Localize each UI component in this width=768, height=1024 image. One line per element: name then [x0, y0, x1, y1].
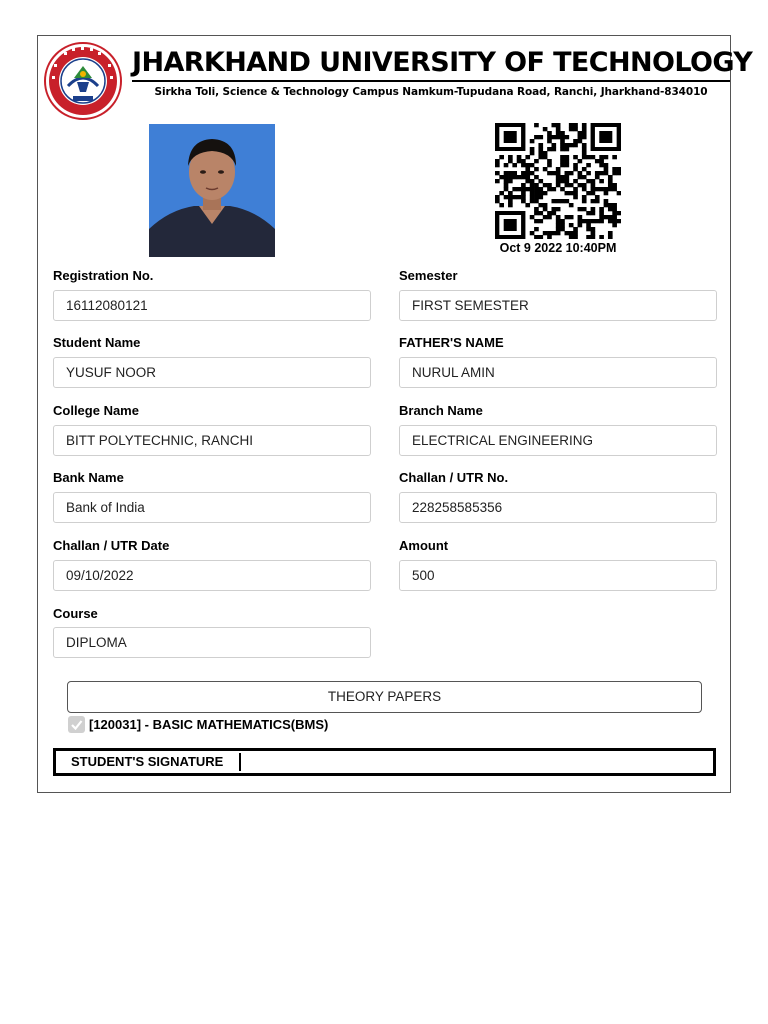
qr-code — [495, 123, 621, 239]
paper-label: [120031] - BASIC MATHEMATICS(BMS) — [89, 717, 329, 732]
challan-no-label: Challan / UTR No. — [399, 470, 509, 485]
college-name-label: College Name — [53, 403, 139, 418]
student-name-field: YUSUF NOOR — [53, 357, 371, 388]
student-photo — [149, 124, 275, 257]
paper-checkbox[interactable] — [68, 716, 85, 733]
bank-name-field: Bank of India — [53, 492, 371, 523]
amount-label: Amount — [399, 538, 449, 553]
college-name-field: BITT POLYTECHNIC, RANCHI — [53, 425, 371, 456]
challan-date-label: Challan / UTR Date — [53, 538, 170, 553]
course-label: Course — [53, 606, 98, 621]
registration-no-label: Registration No. — [53, 268, 154, 283]
semester-field: FIRST SEMESTER — [399, 290, 717, 321]
course-field: DIPLOMA — [53, 627, 371, 658]
branch-name-field: ELECTRICAL ENGINEERING — [399, 425, 717, 456]
challan-date-field: 09/10/2022 — [53, 560, 371, 591]
signature-box — [53, 748, 716, 776]
university-seal-icon — [44, 42, 122, 120]
challan-no-field: 228258585356 — [399, 492, 717, 523]
university-title: JHARKHAND UNIVERSITY OF TECHNOLOGY — [132, 46, 730, 82]
semester-label: Semester — [399, 268, 458, 283]
amount-field: 500 — [399, 560, 717, 591]
fathers-name-field: NURUL AMIN — [399, 357, 717, 388]
student-name-label: Student Name — [53, 335, 141, 350]
registration-no-field: 16112080121 — [53, 290, 371, 321]
university-address: Sirkha Toli, Science & Technology Campus Namkum-Tupudana Road, Ranchi, Jharkhand-834010 — [154, 86, 708, 98]
branch-name-label: Branch Name — [399, 403, 483, 418]
signature-label: STUDENT'S SIGNATURE — [71, 754, 224, 769]
qr-timestamp: Oct 9 2022 10:40PM — [499, 241, 617, 255]
bank-name-label: Bank Name — [53, 470, 124, 485]
checkmark-icon — [68, 716, 85, 733]
fathers-name-label: FATHER'S NAME — [399, 335, 504, 350]
admit-card-sheet — [37, 35, 731, 793]
signature-divider — [239, 753, 241, 771]
theory-papers-heading: THEORY PAPERS — [67, 681, 702, 713]
